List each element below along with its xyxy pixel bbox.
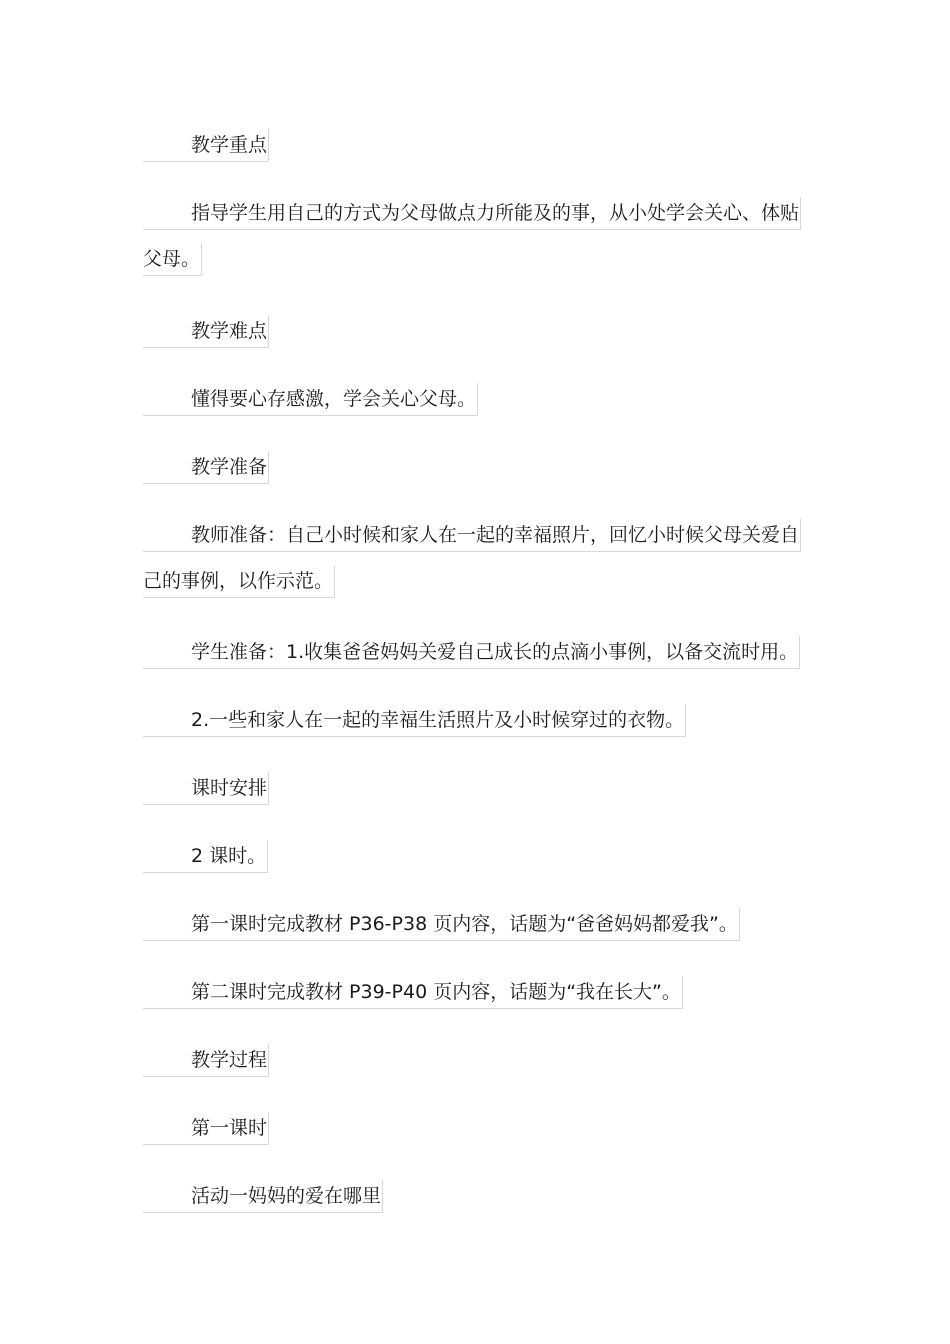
heading-schedule [143,765,269,811]
paragraph-line: 指导学生用自己的方式为父母做点力所能及的事，从小处学会关心、体贴 [143,197,801,230]
schedule-count [143,833,268,879]
heading-preparation [143,444,269,490]
teacher-preparation [143,512,801,604]
difficulties-text [143,376,478,422]
heading-difficulties [143,308,269,354]
paragraph-line: 教学重点 [143,129,269,162]
paragraph-line: 教学准备 [143,451,269,484]
paragraph-line: 第一课时完成教材 P36-P38 页内容，话题为“爸爸妈妈都爱我”。 [143,908,740,941]
paragraph-line: 教学过程 [143,1044,269,1077]
heading-key-points [143,122,269,168]
schedule-lesson-1 [143,901,740,947]
key-points-text [143,190,801,282]
paragraph-line: 2.一些和家人在一起的幸福生活照片及小时候穿过的衣物。 [143,704,686,737]
paragraph-line: 第二课时完成教材 P39-P40 页内容，话题为“我在长大”。 [143,976,683,1009]
paragraph-line: 2 课时。 [143,840,268,873]
paragraph-line: 活动一妈妈的爱在哪里 [143,1180,383,1213]
paragraph-line: 教学难点 [143,315,269,348]
paragraph-line: 懂得要心存感激，学会关心父母。 [143,383,478,416]
student-preparation-2 [143,697,686,743]
paragraph-line: 第一课时 [143,1112,269,1145]
paragraph-line: 己的事例，以作示范。 [143,565,335,598]
heading-process [143,1037,269,1083]
paragraph-line: 学生准备：1.收集爸爸妈妈关爱自己成长的点滴小事例，以备交流时用。 [143,636,800,669]
student-preparation-1 [143,629,800,675]
paragraph-line: 课时安排 [143,772,269,805]
paragraph-line: 教师准备：自己小时候和家人在一起的幸福照片，回忆小时候父母关爱自 [143,519,801,552]
activity-1 [143,1173,383,1219]
schedule-lesson-2 [143,969,683,1015]
paragraph-line: 父母。 [143,243,202,276]
heading-lesson-1 [143,1105,269,1151]
